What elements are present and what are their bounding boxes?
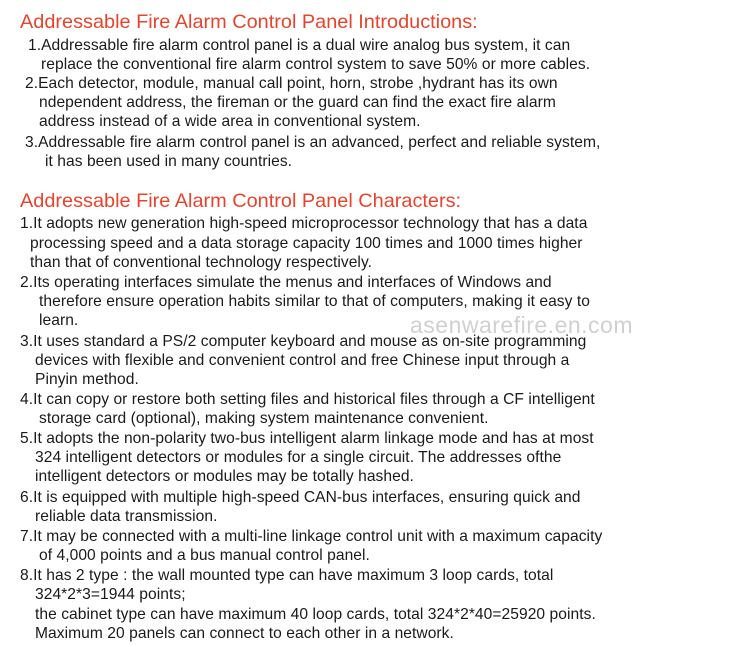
characters-line: 324 intelligent detectors or modules for a single circuit. The addresses ofthe [35, 449, 562, 466]
characters-line: than that of conventional technology respectively. [30, 254, 373, 271]
characters-title: Addressable Fire Alarm Control Panel Characters: [20, 190, 462, 212]
intro-line: it has been used in many countries. [45, 153, 293, 170]
characters-line: 6.It is equipped with multiple high-speed CAN-bus interfaces, ensuring quick and [20, 489, 581, 506]
characters-line: 2.Its operating interfaces simulate the menus and interfaces of Windows and [20, 274, 552, 291]
characters-line: 4.It can copy or restore both setting files and historical files through a CF intelligent [20, 391, 595, 408]
watermark: asenwarefire.en.com [410, 312, 633, 338]
intro-title: Addressable Fire Alarm Control Panel Introductions: [20, 11, 478, 33]
characters-line: Maximum 20 panels can connect to each other in a network. [35, 625, 454, 642]
intro-line: replace the conventional fire alarm control system to save 50% or more cables. [41, 56, 591, 73]
intro-line: address instead of a wide area in conventional system. [39, 113, 421, 130]
intro-line: 1.Addressable fire alarm control panel is a dual wire analog bus system, it can [28, 37, 571, 54]
characters-line: intelligent detectors or modules may be totally hashed. [35, 468, 414, 485]
characters-line: processing speed and a data storage capacity 100 times and 1000 times higher [30, 235, 583, 252]
characters-line: 324*2*3=1944 points; [35, 586, 186, 603]
characters-line: storage card (optional), making system maintenance convenient. [39, 410, 489, 427]
characters-line: 3.It uses standard a PS/2 computer keyboard and mouse as on-site programming [20, 333, 587, 350]
characters-line: of 4,000 points and a bus manual control panel. [39, 547, 370, 564]
characters-line: reliable data transmission. [35, 508, 218, 525]
characters-line: 5.It adopts the non-polarity two-bus intelligent alarm linkage mode and has at most [20, 430, 594, 447]
intro-line: ndependent address, the fireman or the guard can find the exact fire alarm [39, 94, 556, 111]
intro-line: 2.Each detector, module, manual call point, horn, strobe ,hydrant has its own [25, 75, 558, 92]
intro-line: 3.Addressable fire alarm control panel is an advanced, perfect and reliable system, [25, 134, 601, 151]
characters-line: 7.It may be connected with a multi-line linkage control unit with a maximum capacity [20, 528, 603, 545]
characters-line: the cabinet type can have maximum 40 loop cards, total 324*2*40=25920 points. [35, 606, 596, 623]
characters-line: therefore ensure operation habits similar to that of computers, making it easy to [39, 293, 590, 310]
characters-line: 1.It adopts new generation high-speed microprocessor technology that has a data [20, 215, 588, 232]
characters-line: learn. [39, 312, 79, 329]
characters-line: 8.It has 2 type : the wall mounted type can have maximum 3 loop cards, total [20, 567, 554, 584]
characters-line: Pinyin method. [35, 371, 139, 388]
characters-line: devices with flexible and convenient control and free Chinese input through a [35, 352, 570, 369]
